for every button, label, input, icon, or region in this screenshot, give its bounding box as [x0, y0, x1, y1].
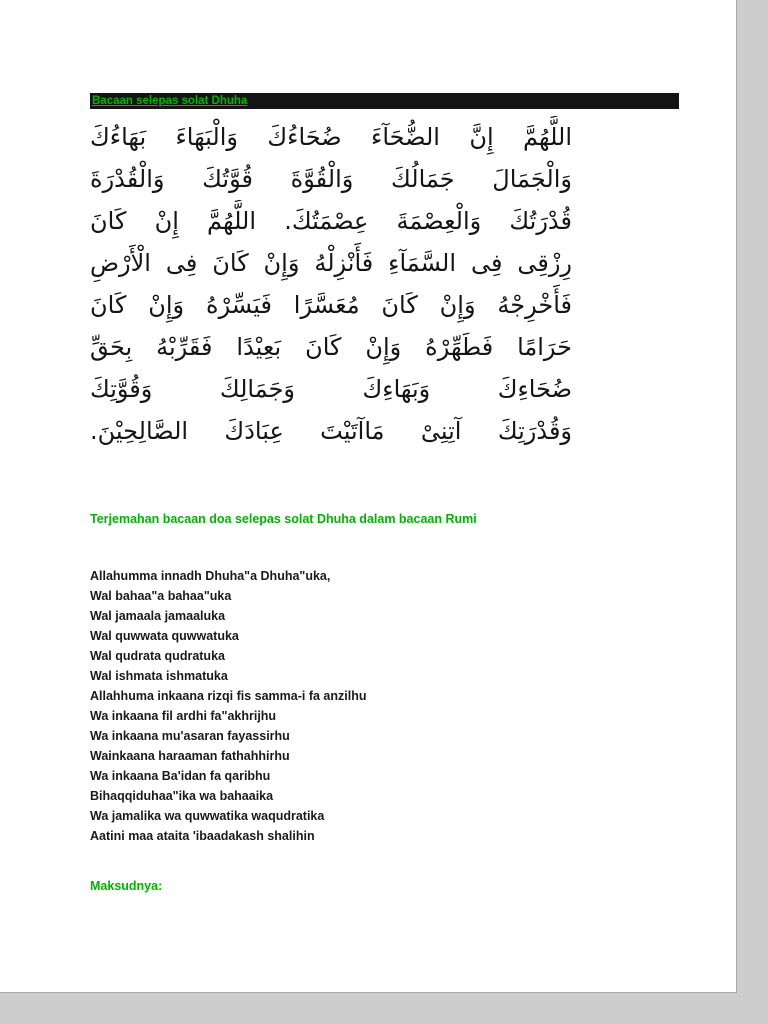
section-header-bar: [90, 93, 679, 109]
transliteration-list: [90, 566, 650, 846]
transliteration-line: Wal qudrata qudratuka: [90, 649, 225, 663]
transliteration-line: Wa inkaana fil ardhi fa"akhrijhu: [90, 709, 277, 723]
arabic-line: قُدْرَتُكَ وَالْعِصْمَةَ عِصْمَتُكَ. اللَّهُمَّ إِنْ كَانَ: [90, 207, 572, 235]
transliteration-line: Aatini maa ataita 'ibaadakash shalihin: [90, 829, 315, 843]
section-header-title: Bacaan selepas solat Dhuha: [92, 95, 248, 107]
arabic-line: حَرَامًا فَطَهِّرْهُ وَإِنْ كَانَ بَعِيْدًا فَقَرِّبْهُ بِحَقِّ: [90, 333, 572, 361]
translation-heading: Terjemahan bacaan doa selepas solat Dhuha dalam bacaan Rumi: [90, 512, 477, 526]
transliteration-line: Bihaqqiduhaa"ika wa bahaaika: [90, 789, 274, 803]
transliteration-line: Wal ishmata ishmatuka: [90, 669, 228, 683]
arabic-prayer-block: [90, 116, 572, 452]
transliteration-line: Wa inkaana mu'asaran fayassirhu: [90, 729, 290, 743]
arabic-line: رِزْقِى فِى السَّمَآءِ فَأَنْزِلْهُ وَإِنْ كَانَ فِى الْأَرْضِ: [90, 249, 572, 277]
transliteration-line: Allahumma innadh Dhuha"a Dhuha"uka,: [90, 569, 331, 583]
meaning-heading: Maksudnya:: [90, 879, 163, 893]
transliteration-line: Allahhuma inkaana rizqi fis samma-i fa anzilhu: [90, 689, 367, 703]
transliteration-line: Wa jamalika wa quwwatika waqudratika: [90, 809, 325, 823]
transliteration-line: Wainkaana haraaman fathahhirhu: [90, 749, 290, 763]
transliteration-line: Wal bahaa"a bahaa"uka: [90, 589, 232, 603]
transliteration-line: Wal jamaala jamaaluka: [90, 609, 226, 623]
arabic-line: وَالْجَمَالَ جَمَالُكَ وَالْقُوَّةَ قُوَّتُكَ وَالْقُدْرَةَ: [90, 165, 572, 193]
arabic-line: وَقُدْرَتِكَ آتِنِىْ مَاآتَيْتَ عِبَادَكَ الصَّالِحِيْنَ.: [90, 417, 572, 445]
arabic-line: اللَّهُمَّ إِنَّ الضُّحَآءَ ضُحَاءُكَ وَالْبَهَاءَ بَهَاءُكَ: [90, 123, 572, 151]
arabic-line: ضُحَاءِكَ وَبَهَاءِكَ وَجَمَالِكَ وَقُوَّتِكَ: [90, 375, 572, 403]
arabic-line: فَأَخْرِجْهُ وَإِنْ كَانَ مُعَسَّرًا فَيَسِّرْهُ وَإِنْ كَانَ: [90, 291, 572, 319]
transliteration-line: Wal quwwata quwwatuka: [90, 629, 239, 643]
transliteration-line: Wa inkaana Ba'idan fa qaribhu: [90, 769, 271, 783]
